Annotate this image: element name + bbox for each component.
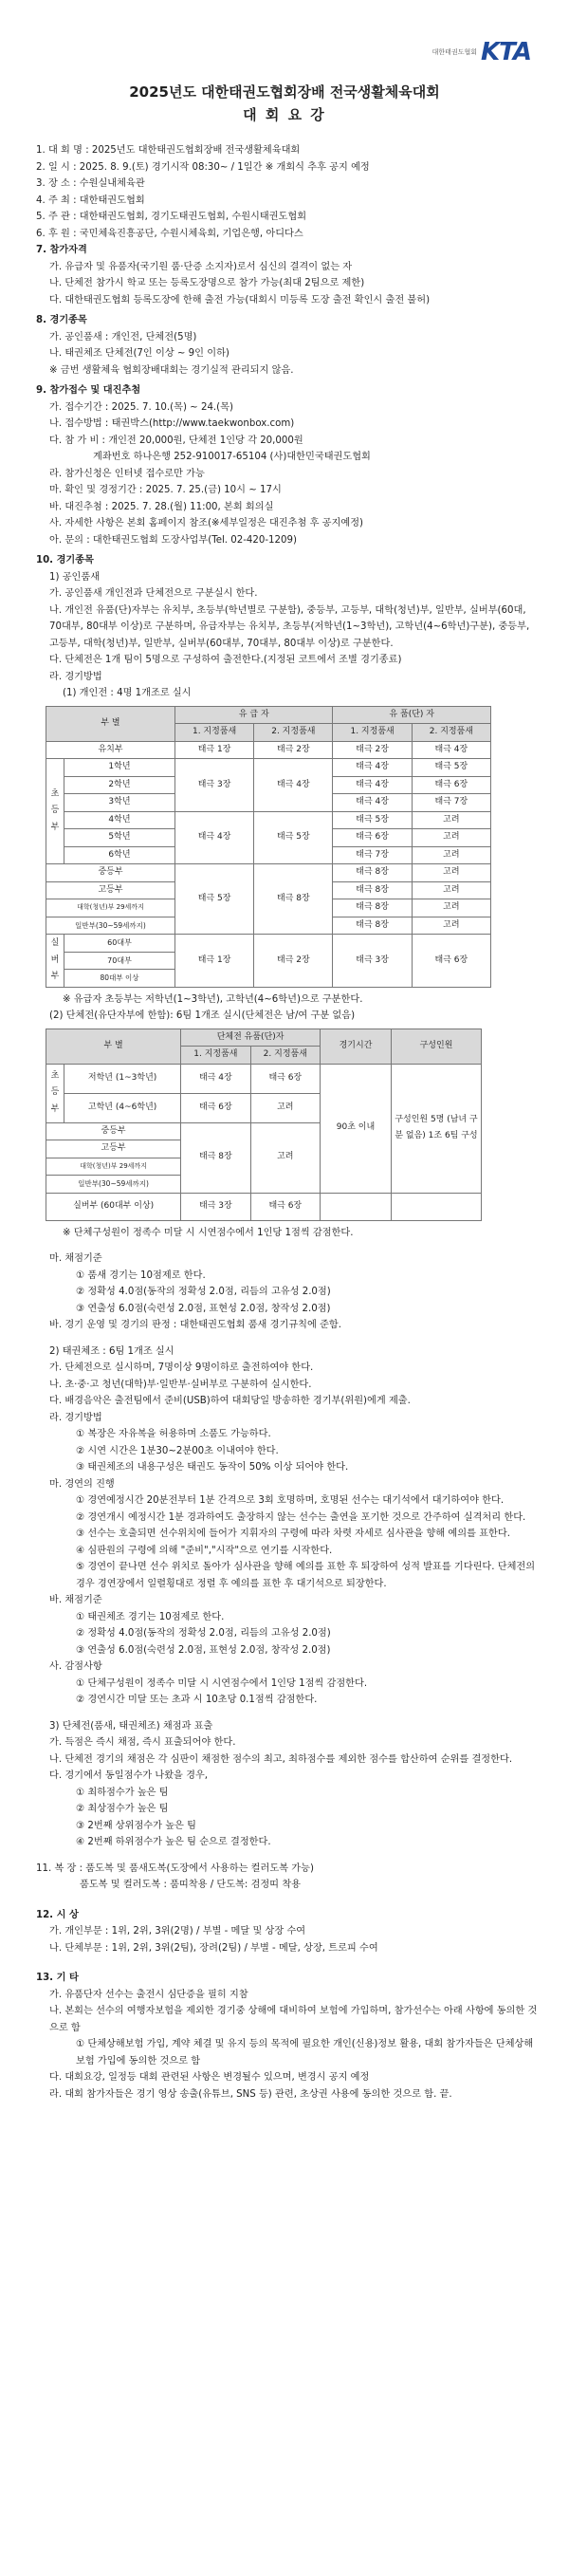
table-row: 일반부(30~59세까지) xyxy=(46,1176,482,1194)
table-row: 5학년 태극 6장 고려 xyxy=(46,829,491,847)
qualify-line: 나. 단체전 참가시 학교 또는 등록도장명으로 참가 가능(최대 2팀으로 제한) xyxy=(49,278,365,288)
rules-line: 라. 경기방법 xyxy=(49,671,102,682)
team-poomsae-table xyxy=(46,1029,482,1221)
tie-line: 다. 경기에서 동일점수가 나왔을 경우, xyxy=(49,1770,209,1781)
overview-line: 2. 일 시 : 2025. 8. 9.(토) 경기시작 08:30~ / 1일간 ※ 개회식 추후 공지 예정 xyxy=(36,161,370,173)
table-row: 실버부 60대부 태극 1장 태극 2장 태극 3장 태극 6장 xyxy=(46,935,491,953)
document-subtitle: 대 회 요 강 xyxy=(243,106,326,123)
subsection-heading: 2) 태권체조 : 6팀 1개조 실시 xyxy=(49,1345,174,1357)
table-header: 부 별 xyxy=(46,1029,181,1064)
table-intro: (2) 단체전(유단자부에 한함): 6팀 1개조 실시(단체전은 남/여 구분 없음) xyxy=(49,1010,356,1021)
table-header: 2. 지정품새 xyxy=(412,724,490,742)
aerobic-line: 라. 경기방법 xyxy=(49,1412,102,1423)
overview-line: 4. 주 최 : 대한태권도협회 xyxy=(36,195,145,206)
table-header: 유 급 자 xyxy=(174,706,333,724)
apply-line: 라. 참가신청은 인터넷 접수로만 가능 xyxy=(49,468,205,479)
table-row: 대학(청년)부 29세까지 xyxy=(46,1158,482,1176)
table-header: 부 별 xyxy=(46,706,175,741)
aerobic-line: ① 태권체조 경기는 10점제로 한다. xyxy=(76,1611,225,1622)
document-body xyxy=(36,142,539,2103)
section-heading: 8. 경기종목 xyxy=(36,315,87,325)
aerobic-line: ③ 선수는 호출되면 선수위치에 들어가 지휘자의 구령에 따라 차렷 자세로 심사관을 향해 예의를 표한다. xyxy=(76,1529,510,1539)
events-line: 나. 태권체조 단체전(7인 이상 ~ 9인 이하) xyxy=(49,348,229,359)
table-row: 80대부 이상 xyxy=(46,970,491,988)
table-header: 2. 지정품새 xyxy=(250,1047,320,1065)
table-row: 고등부 태극 8장 고려 xyxy=(46,881,491,899)
aerobic-line: ② 경연개시 예정시간 1분 경과하여도 출장하지 않는 선수는 출연을 포기한 것으로 간주하여 실격처리 한다. xyxy=(76,1511,526,1523)
tie-line: 나. 단체전 경기의 채점은 각 심판이 채점한 점수의 최고, 최하점수를 제외한 점수를 합산하여 순위를 결정한다. xyxy=(49,1753,513,1765)
table-note: ※ 유급자 초등부는 저학년(1~3학년), 고학년(4~6학년)으로 구분한다. xyxy=(63,993,363,1005)
apply-line: 사. 자세한 사항은 본회 홈페이지 참조(※세부일정은 대진추첨 후 공지예정) xyxy=(49,518,364,528)
aerobic-line: 바. 채점기준 xyxy=(49,1595,102,1605)
aerobic-line: 나. 초·중·고 청년(대학)부·일반부·실버부로 구분하여 실시한다. xyxy=(49,1379,312,1390)
overview-line: 1. 대 회 명 : 2025년도 대한태권도협회장배 전국생활체육대회 xyxy=(36,145,301,156)
aerobic-line: ⑤ 경연이 끝나면 선수 위치로 돌아가 심사관을 향해 예의를 표한 후 퇴장하여 성적 발표를 기다린다. 단체전의 경우 경연장에서 일렬횡대로 정렬 후 예의를 표한 후 대기석으로 퇴장한다. xyxy=(76,1562,536,1589)
aerobic-line: ① 단체구성원이 정족수 미달 시 시연점수에서 1인당 1점씩 감점한다. xyxy=(76,1677,368,1689)
overview-line: 3. 장 소 : 수원실내체육관 xyxy=(36,178,145,189)
apply-line: 바. 대진추첨 : 2025. 7. 28.(월) 11:00, 본회 회의실 xyxy=(49,501,274,512)
aerobic-line: 가. 단체전으로 실시하며, 7명이상 9명이하로 출전하여야 한다. xyxy=(49,1362,314,1373)
overview-line: 5. 주 관 : 대한태권도협회, 경기도태권도협회, 수원시태권도협회 xyxy=(36,212,307,222)
award-line: 가. 개인부문 : 1위, 2위, 3위(2명) / 부별 - 메달 및 상장 수여 xyxy=(49,1926,306,1937)
rules-line: (1) 개인전 : 4명 1개조로 실시 xyxy=(63,688,192,698)
dress-line: 11. 복 장 : 품도복 및 품새도복(도장에서 사용하는 컬러도복 가능) xyxy=(36,1863,314,1874)
apply-line: 아. 문의 : 대한태권도협회 도장사업부(Tel. 02-420-1209) xyxy=(49,534,297,546)
rules-line: 다. 단체전은 1개 팀이 5명으로 구성하여 출전한다.(지정된 코트에서 조별 경기종료) xyxy=(49,655,402,665)
aerobic-line: 다. 배경음악은 출전팀에서 준비(USB)하여 대회당일 방송하한 경기부(위원)에게 제출. xyxy=(49,1396,411,1406)
apply-line: 계좌번호 하나은행 252-910017-65104 (사)대한민국태권도협회 xyxy=(93,452,371,462)
overview-line: 6. 후 원 : 국민체육진흥공단, 수원시체육회, 기업은행, 아디다스 xyxy=(36,228,303,239)
overview-line: 7. 참가자격 xyxy=(36,245,87,255)
aerobic-line: ③ 연출성 6.0점(숙련성 2.0점, 표현성 2.0점, 창작성 2.0점) xyxy=(76,1644,331,1656)
events-line: ※ 금번 생활체육 협회장배대회는 경기실적 관리되지 않음. xyxy=(49,364,294,376)
individual-poomsae-table xyxy=(46,706,491,988)
rules-line: 가. 공인품새 개인전과 단체전으로 구분실시 한다. xyxy=(49,588,258,599)
scoring-line: 바. 경기 운영 및 경기의 판정 : 대한태권도협회 품새 경기규칙에 준함. xyxy=(49,1320,341,1330)
table-row: 중등부 태극 8장 고려 xyxy=(46,1122,482,1140)
document-title: 2025년도 대한태권도협회장배 전국생활체육대회 xyxy=(129,83,440,101)
tie-line: ④ 2번째 하위점수가 높은 팀 순으로 결정한다. xyxy=(76,1837,271,1847)
aerobic-line: ③ 태권체조의 내용구성은 태권도 동작이 50% 이상 되어야 한다. xyxy=(76,1462,349,1473)
table-row: 4학년 태극 4장 태극 5장 태극 5장 고려 xyxy=(46,811,491,829)
table-row: 유치부 태극 1장 태극 2장 태극 2장 태극 4장 xyxy=(46,741,491,759)
scoring-line: ③ 연출성 6.0점(숙련성 2.0점, 표현성 2.0점, 창작성 2.0점) xyxy=(76,1303,331,1314)
apply-line: 가. 접수기간 : 2025. 7. 10.(목) ~ 24.(목) xyxy=(49,401,233,413)
section-heading: 10. 경기종목 xyxy=(36,555,94,565)
qualify-line: 가. 유급자 및 유품자(국기원 품·단증 소지자)로서 심신의 결격이 없는 자 xyxy=(49,261,353,272)
table-row: 중등부 태극 5장 태극 8장 태극 8장 고려 xyxy=(46,864,491,882)
table-row: 3학년 태극 4장 태극 7장 xyxy=(46,794,491,812)
tie-line: ③ 2번째 상위점수가 높은 팀 xyxy=(76,1820,196,1831)
etc-line: 라. 대회 참가자들은 경기 영상 송출(유튜브, SNS 등) 관련, 초상권 사용에 동의한 것으로 함. 끝. xyxy=(49,2088,452,2100)
table-header: 경기시간 xyxy=(321,1029,392,1064)
table-row: 실버부 (60대부 이상) 태극 3장 태극 6장 xyxy=(46,1193,482,1220)
tie-line: ① 최하점수가 높은 팀 xyxy=(76,1787,169,1798)
table-header: 구성인원 xyxy=(392,1029,482,1064)
scoring-line: ② 정확성 4.0점(동작의 정확성 2.0점, 리듬의 고유성 2.0점) xyxy=(76,1287,331,1297)
table-header: 2. 지정품새 xyxy=(254,724,333,742)
table-row: 고학년 (4~6학년) 태극 6장 고려 xyxy=(46,1093,482,1122)
apply-line: 마. 확인 및 경정기간 : 2025. 7. 25.(금) 10시 ~ 17시 xyxy=(49,485,282,495)
etc-line: 다. 대회요강, 일정등 대회 관련된 사항은 변경될수 있으며, 변경시 공지 예정 xyxy=(49,2072,370,2083)
aerobic-line: ① 복장은 자유복을 허용하며 소품도 가능하다. xyxy=(76,1429,271,1439)
scoring-line: ① 품새 경기는 10점제로 한다. xyxy=(76,1269,206,1281)
section-heading: 12. 시 상 xyxy=(36,1909,79,1920)
logo-mark: KTA xyxy=(481,38,531,66)
aerobic-line: 마. 경연의 진행 xyxy=(49,1478,115,1490)
subsection-heading: 1) 공인품새 xyxy=(49,571,101,583)
aerobic-line: ② 경연시간 미달 또는 초과 시 10초당 0.1점씩 감점한다. xyxy=(76,1695,318,1705)
table-header: 단체전 유품(단)자 xyxy=(181,1029,321,1047)
table-row: 70대부 xyxy=(46,952,491,970)
aerobic-line: ① 경연예정시간 20분전부터 1분 간격으로 3회 호명하며, 호명된 선수는 대기석에서 대기하여야 한다. xyxy=(76,1495,505,1506)
rules-line: 나. 개인전 유품(단)자부는 유치부, 초등부(학년별로 구분함), 중등부, 고등부, 대학(청년)부, 일반부, 실버부(60대, 70대부, 80대부 이상)로 구분하며, 유급자부는 유치부, 초등부(저학년(1~3학년), 고학년(4~6학년)구분), 중등부, 고등부, 대학(청년)부, 일반부, 실버부(60대부, 70대부, 80대부 이상)로 구분한다. xyxy=(49,604,530,649)
section-heading: 9. 참가접수 및 대진추첨 xyxy=(36,385,141,396)
logo-text: 대한태권도협회 xyxy=(431,48,477,56)
apply-line: 나. 접수방법 : 태권박스(http://www.taekwonbox.com) xyxy=(49,418,295,429)
award-line: 나. 단체부문 : 1위, 2위, 3위(2팀), 장려(2팀) / 부별 - 메달, 상장, 트로피 수여 xyxy=(49,1942,378,1954)
dress-line: 품도복 및 컬러도복 : 품띠착용 / 단도복: 검정띠 착용 xyxy=(80,1880,302,1890)
section-heading: 13. 기 타 xyxy=(36,1973,79,1983)
kta-logo xyxy=(432,38,531,66)
table-row: 6학년 태극 7장 고려 xyxy=(46,846,491,864)
table-note: ※ 단체구성원이 정족수 미달 시 시연점수에서 1인당 1점씩 감점한다. xyxy=(63,1227,354,1238)
tie-line: 가. 득점은 즉시 채점, 즉시 표출되어야 한다. xyxy=(49,1737,236,1748)
table-header: 1. 지정품새 xyxy=(174,724,253,742)
aerobic-line: 사. 감점사항 xyxy=(49,1661,102,1672)
apply-line: 다. 참 가 비 : 개인전 20,000원, 단체전 1인당 각 20,000원 xyxy=(49,435,303,446)
tie-line: ② 최상점수가 높은 팀 xyxy=(76,1804,169,1814)
etc-line: ① 단체상해보험 가입, 계약 체결 및 유지 등의 목적에 필요한 개인(신용)정보 활용, 대회 참가자들은 단체상해보험 가입에 동의한 것으로 함 xyxy=(76,2039,534,2066)
table-row: 고등부 xyxy=(46,1140,482,1158)
table-row: 2학년 태극 4장 태극 6장 xyxy=(46,776,491,794)
table-header: 1. 지정품새 xyxy=(181,1047,250,1065)
table-header: 1. 지정품새 xyxy=(333,724,412,742)
table-row: 초등부 1학년 태극 3장 태극 4장 태극 4장 태극 5장 xyxy=(46,759,491,777)
aerobic-line: ② 시연 시간은 1분30~2분00초 이내여야 한다. xyxy=(76,1445,279,1456)
etc-line: 나. 본회는 선수의 여행자보험을 제외한 경기중 상해에 대비하여 보험에 가입하며, 참가선수는 아래 사항에 동의한 것으로 함 xyxy=(49,2006,538,2033)
scoring-line: 마. 채점기준 xyxy=(49,1253,102,1264)
qualify-line: 다. 대한태권도협회 등록도장에 한해 출전 가능(대회시 미등록 도장 출전 확인시 출전 불허) xyxy=(49,294,431,306)
aerobic-line: ④ 심판원의 구령에 의해 "준비","시작"으로 연기를 시작한다. xyxy=(76,1545,333,1556)
etc-line: 가. 유품단자 선수는 출전시 심단증을 필히 지참 xyxy=(49,1989,248,2000)
aerobic-line: ② 정확성 4.0점(동작의 정확성 2.0점, 리듬의 고유성 2.0점) xyxy=(76,1628,331,1639)
table-row: 일반부(30~59세까지) 태극 8장 고려 xyxy=(46,917,491,935)
table-row: 대학(청년)부 29세까지 태극 8장 고려 xyxy=(46,899,491,917)
table-header: 유 품(단) 자 xyxy=(333,706,491,724)
subsection-heading: 3) 단체전(품새, 태권체조) 채점과 표출 xyxy=(49,1720,213,1732)
events-line: 가. 공인품새 : 개인전, 단체전(5명) xyxy=(49,331,197,343)
table-row: 초등부 저학년 (1~3학년) 태극 4장 태극 6장 90초 이내 구성인원 5명 (남녀 구분 없음) 1조 6팀 구성 xyxy=(46,1064,482,1093)
